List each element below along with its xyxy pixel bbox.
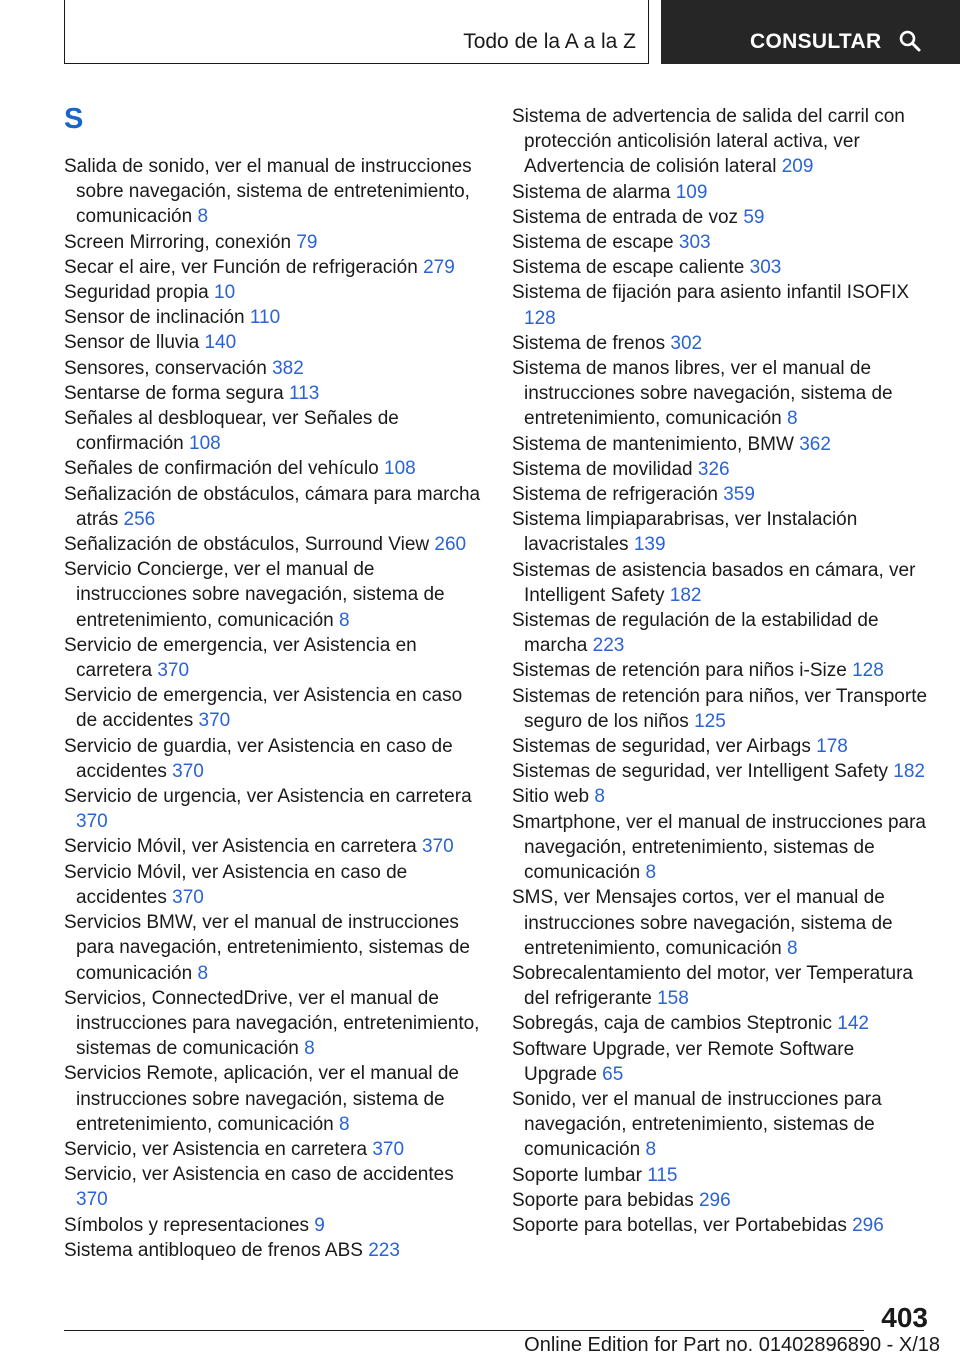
index-entry-page-link[interactable]: 362 (799, 433, 831, 455)
index-entry-page-link[interactable]: 109 (675, 181, 708, 203)
index-entry-text: Servicio Móvil, ver Asistencia en carretera (64, 836, 422, 858)
index-entry-page-link[interactable]: 108 (189, 433, 221, 455)
index-entry-page-link[interactable]: 8 (338, 1113, 350, 1135)
index-entry-text: Sonido, ver el manual de instrucciones para navegación, entretenimiento, sistemas de comunicación (512, 1088, 882, 1161)
index-entry (64, 1137, 484, 1162)
index-entry-page-link[interactable]: 8 (645, 862, 657, 884)
index-entry-page-link[interactable]: 382 (272, 357, 304, 379)
index-entry-page-link[interactable]: 296 (698, 1189, 731, 1211)
index-entry (64, 255, 484, 280)
index-entry (512, 104, 930, 180)
index-entry-text: Sistema de alarma (512, 181, 676, 203)
index-entry-text: Sistemas de asistencia basados en cámara, ver Intelligent Safety (512, 559, 916, 606)
index-entry-page-link[interactable]: 279 (423, 256, 455, 278)
az-index-tab-label: Todo de la A a la Z (463, 30, 636, 53)
index-entry-text: Sistema de refrigeración (512, 484, 724, 506)
index-entry-page-link[interactable]: 370 (172, 760, 204, 782)
index-entry (64, 1061, 484, 1137)
index-entry-text: Sistema de fijación para asiento infantil ISOFIX (512, 282, 910, 304)
index-entry-page-link[interactable]: 8 (197, 962, 209, 984)
index-entry-page-link[interactable]: 302 (670, 332, 703, 354)
index-entry-text: Sistema antibloqueo de frenos ABS (64, 1239, 369, 1261)
index-entry-text: Señales de confirmación del vehículo (64, 458, 385, 480)
index-entry-page-link[interactable]: 8 (594, 786, 605, 808)
index-entry-text: Soporte para botellas, ver Portabebidas (512, 1214, 853, 1236)
index-entry-page-link[interactable]: 8 (786, 408, 798, 430)
index-entry (64, 381, 484, 406)
index-entry (512, 1163, 930, 1188)
index-entry-page-link[interactable]: 370 (172, 886, 204, 908)
index-entry-text: Servicio de emergencia, ver Asistencia en carretera (64, 634, 417, 682)
index-entry (512, 558, 930, 608)
index-entry (64, 633, 484, 683)
section-letter: S (64, 103, 84, 135)
index-column-left (64, 102, 484, 1263)
index-entry (512, 205, 930, 230)
index-entry-text: Sensor de lluvia (64, 332, 205, 354)
index-entry-text: Servicios Remote, aplicación, ver el manual de instrucciones sobre navegación, sistema de entretenimiento, comunicación (64, 1063, 459, 1135)
index-entry-page-link[interactable]: 8 (786, 937, 798, 959)
index-entry-text: Smartphone, ver el manual de instrucciones para navegación, entretenimiento, sistemas de comunicación (512, 811, 927, 884)
index-entry-page-link[interactable]: 370 (372, 1138, 405, 1160)
footer-divider (64, 1330, 864, 1331)
index-entry-text: Seguridad propia (64, 282, 214, 304)
index-entry (512, 482, 930, 507)
left-entry-list (64, 154, 484, 1263)
index-entry (512, 507, 930, 557)
index-entry-text: Sentarse de forma segura (64, 382, 289, 404)
index-entry (512, 356, 930, 432)
index-entry-text: Sistemas de regulación de la estabilidad de marcha (512, 610, 879, 657)
index-entry (64, 532, 484, 557)
index-entry-page-link[interactable]: 113 (288, 382, 320, 404)
index-entry (64, 456, 484, 481)
index-entry-text: Servicio, ver Asistencia en caso de accidentes (64, 1164, 454, 1186)
index-entry-text: Sistema de escape caliente (512, 257, 750, 279)
index-entry (64, 910, 484, 986)
index-entry-page-link[interactable]: 209 (781, 156, 814, 178)
index-entry-page-link[interactable]: 139 (633, 534, 666, 556)
index-entry-text: Sistemas de seguridad, ver Intelligent Safety (512, 761, 894, 783)
index-entry (512, 734, 930, 759)
index-entry-page-link[interactable]: 370 (198, 710, 231, 732)
index-entry-text: Sistema de entrada de voz (512, 206, 744, 228)
index-entry (64, 1213, 484, 1238)
index-entry-text: Sensores, conservación (64, 357, 273, 379)
index-entry (512, 961, 930, 1011)
index-entry-text: Sistema de advertencia de salida del carril con protección anticolisión lateral activa, ver Advertencia de colisión lateral (512, 106, 905, 178)
index-entry-page-link[interactable]: 10 (214, 282, 236, 304)
index-entry-page-link[interactable]: 158 (657, 988, 689, 1010)
index-entry-text: Sistemas de retención para niños, ver Transporte seguro de los niños (512, 685, 928, 732)
index-entry-page-link[interactable]: 128 (852, 660, 884, 682)
consult-tab[interactable] (661, 0, 960, 64)
index-entry-page-link[interactable]: 110 (249, 307, 281, 329)
index-entry-page-link[interactable]: 182 (893, 761, 925, 783)
index-entry (64, 1162, 484, 1212)
index-entry-page-link[interactable]: 326 (697, 458, 730, 480)
page-number: 403 (881, 1302, 928, 1333)
index-entry-page-link[interactable]: 370 (76, 1189, 108, 1211)
index-entry-page-link[interactable]: 8 (304, 1038, 315, 1060)
index-entry-text: Sistemas de seguridad, ver Airbags (512, 736, 817, 758)
right-entry-list (512, 104, 930, 1238)
index-entry-page-link[interactable]: 8 (197, 206, 209, 228)
index-entry (512, 759, 930, 784)
index-entry-text: Señalización de obstáculos, Surround View (64, 534, 435, 556)
index-entry (512, 1037, 930, 1087)
index-entry (64, 784, 484, 834)
index-entry (512, 331, 930, 356)
index-entry (512, 1011, 930, 1036)
index-entry-text: Sensor de inclinación (64, 307, 250, 329)
index-entry-page-link[interactable]: 370 (76, 811, 108, 833)
index-entry (64, 557, 484, 633)
index-entry-page-link[interactable]: 370 (421, 836, 454, 858)
index-entry-page-link[interactable]: 65 (602, 1063, 624, 1085)
index-entry (64, 482, 484, 532)
index-entry-text: Sobregás, caja de cambios Steptronic (512, 1013, 838, 1035)
index-entry (512, 608, 930, 658)
index-entry-page-link[interactable]: 128 (524, 307, 556, 329)
index-entry (512, 280, 930, 330)
index-entry-text: Sistema limpiaparabrisas, ver Instalación lavacristales (512, 509, 858, 556)
index-entry-text: Servicios BMW, ver el manual de instrucciones para navegación, entretenimiento, sistemas de comunicación (64, 912, 470, 984)
consult-tab-label: CONSULTAR (750, 30, 882, 53)
index-entry (64, 683, 484, 733)
index-entry-page-link[interactable]: 8 (645, 1139, 657, 1161)
index-entry-page-link[interactable]: 370 (157, 660, 190, 682)
index-entry (64, 734, 484, 784)
index-entry-text: Soporte lumbar (512, 1164, 648, 1186)
index-entry (512, 885, 930, 961)
index-entry (64, 986, 484, 1062)
index-entry-text: Sistemas de retención para niños i-Size (512, 660, 853, 682)
index-entry-page-link[interactable]: 178 (816, 736, 848, 758)
footer-edition: Online Edition for Part no. 01402896890 - X/18 (524, 1334, 940, 1356)
index-entry (512, 432, 930, 457)
index-entry-text: Servicio de guardia, ver Asistencia en caso de accidentes (64, 735, 453, 782)
index-entry-text: Soporte para bebidas (512, 1189, 699, 1211)
index-entry-page-link[interactable]: 8 (338, 609, 350, 631)
index-entry-page-link[interactable]: 108 (384, 458, 416, 480)
index-entry-page-link[interactable]: 142 (837, 1013, 869, 1035)
index-entry-text: Señalización de obstáculos, cámara para marcha atrás (64, 483, 481, 530)
index-entry-page-link[interactable]: 359 (723, 484, 755, 506)
index-entry-text: Servicio Concierge, ver el manual de instrucciones sobre navegación, sistema de entretenimiento, comunicación (64, 559, 445, 631)
index-entry-page-link[interactable]: 59 (743, 206, 765, 228)
index-entry (64, 860, 484, 910)
index-entry (64, 280, 484, 305)
index-entry-text: Señales al desbloquear, ver Señales de confirmación (64, 408, 399, 455)
index-entry-text: SMS, ver Mensajes cortos, ver el manual de instrucciones sobre navegación, sistema de entretenimiento, comunicación (512, 887, 893, 959)
index-entry-text: Sistema de movilidad (512, 458, 698, 480)
index-entry-text: Servicio de emergencia, ver Asistencia en caso de accidentes (64, 685, 463, 732)
index-entry-page-link[interactable]: 125 (694, 710, 726, 732)
index-entry (64, 1238, 484, 1263)
index-entry (512, 230, 930, 255)
index-entry (512, 1188, 930, 1213)
index-entry (512, 1213, 930, 1238)
index-entry-text: Screen Mirroring, conexión (64, 231, 297, 253)
index-entry (512, 1087, 930, 1163)
search-icon (898, 29, 922, 53)
index-entry (64, 406, 484, 456)
index-entry (512, 255, 930, 280)
index-column-right (512, 104, 930, 1238)
index-entry (512, 684, 930, 734)
index-entry-text: Servicio de urgencia, ver Asistencia en carretera (64, 786, 472, 808)
index-entry (64, 834, 484, 859)
index-entry (512, 658, 930, 683)
index-entry (512, 810, 930, 886)
index-entry-page-link[interactable]: 115 (647, 1164, 678, 1186)
index-entry-page-link[interactable]: 182 (669, 584, 702, 606)
index-entry (64, 305, 484, 330)
index-entry (512, 784, 930, 809)
index-entry-text: Sistema de escape (512, 232, 679, 254)
az-index-tab[interactable] (64, 0, 649, 64)
index-entry-page-link[interactable]: 9 (314, 1214, 325, 1236)
index-entry-text: Servicios, ConnectedDrive, ver el manual de instrucciones para navegación, entretenimiento, sistemas de comunicación (64, 987, 480, 1060)
index-entry-text: Sistema de frenos (512, 332, 671, 354)
index-entry-text: Salida de sonido, ver el manual de instrucciones sobre navegación, sistema de entretenimiento, comunicación (64, 156, 472, 228)
index-entry-text: Software Upgrade, ver Remote Software Upgrade (512, 1038, 855, 1085)
index-entry (512, 457, 930, 482)
index-entry (64, 230, 484, 255)
index-entry-text: Sobrecalentamiento del motor, ver Temperatura del refrigerante (512, 962, 913, 1010)
index-entry-text: Sistema de manos libres, ver el manual de instrucciones sobre navegación, sistema de entretenimiento, comunicación (512, 358, 893, 430)
index-entry-text: Servicio, ver Asistencia en carretera (64, 1138, 373, 1160)
index-entry-page-link[interactable]: 303 (678, 232, 711, 254)
index-entry-page-link[interactable]: 296 (852, 1214, 884, 1236)
index-entry-text: Símbolos y representaciones (64, 1214, 315, 1236)
index-entry (64, 154, 484, 230)
index-entry-page-link[interactable]: 223 (592, 635, 625, 657)
index-entry-text: Sitio web (512, 786, 595, 808)
index-entry (64, 356, 484, 381)
index-entry (64, 330, 484, 355)
index-entry-page-link[interactable]: 260 (434, 534, 467, 556)
index-entry-page-link[interactable]: 303 (749, 257, 782, 279)
index-entry-page-link[interactable]: 140 (204, 332, 237, 354)
index-entry-text: Sistema de mantenimiento, BMW (512, 433, 800, 455)
index-entry-page-link[interactable]: 223 (368, 1239, 400, 1261)
index-entry-text: Servicio Móvil, ver Asistencia en caso de accidentes (64, 861, 408, 908)
index-entry-text: Secar el aire, ver Función de refrigeración (64, 256, 424, 278)
index-entry (512, 180, 930, 205)
index-entry-page-link[interactable]: 79 (296, 231, 318, 253)
index-entry-page-link[interactable]: 256 (123, 508, 156, 530)
